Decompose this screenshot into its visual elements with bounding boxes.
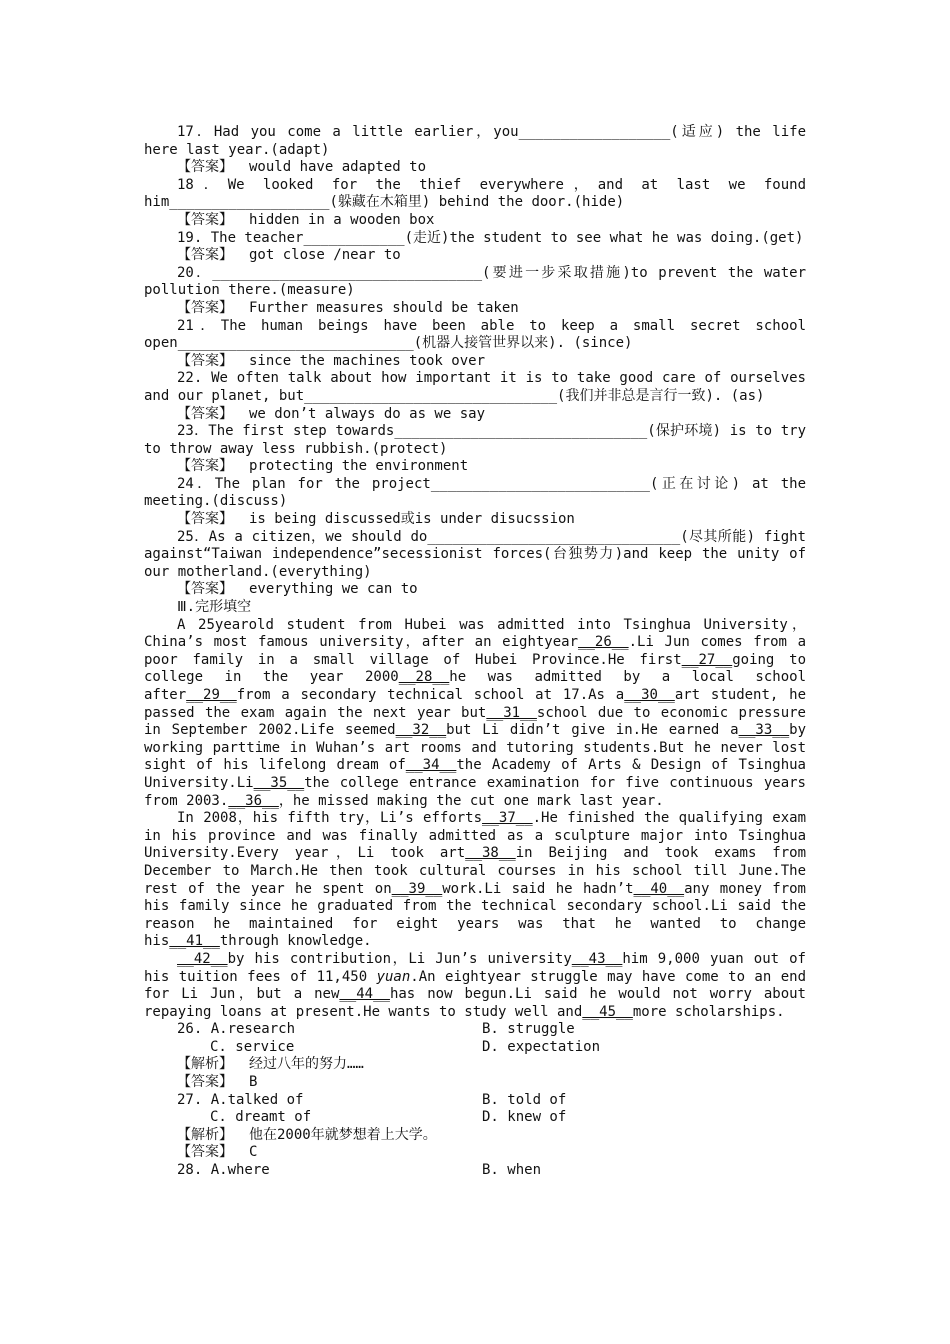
question-item — [144, 124, 806, 159]
choices-section — [144, 1021, 806, 1179]
cloze-blank: __30__ — [624, 687, 675, 703]
question-item — [144, 423, 806, 458]
question-text: 24．The plan for the project — [177, 475, 431, 492]
passage-text: going to college in the year 2000 — [144, 651, 807, 686]
choice-row — [144, 1039, 806, 1057]
passage-text: In 2008，his fifth try，Li’s efforts — [177, 810, 483, 827]
answer-line — [144, 212, 806, 230]
cloze-blank: __38__ — [465, 845, 516, 862]
question-hint: (保护环境) is to try to throw away less rubbish.(protect) — [144, 423, 806, 457]
answer-tag: 【答案】 — [177, 405, 233, 422]
passage-text: the Academy of Arts & Design of Tsinghua University.Li — [144, 757, 806, 791]
passage-paragraph-2 — [144, 810, 806, 951]
passage-text: any money from his family since he graduated from the technical secondary school.Li said the reason he maintained for eight years was that he wanted to change his — [144, 880, 806, 950]
answer-line — [144, 1144, 806, 1162]
answer-blank: __________________________ — [430, 475, 650, 492]
cloze-blank: __32__ — [395, 722, 447, 739]
analysis-text: 经过八年的努力…… — [249, 1056, 364, 1073]
cloze-blank: __39__ — [391, 880, 443, 897]
question-text: 21．The human beings have been able to keep a small secret school open — [144, 317, 806, 352]
cloze-blank: __44__ — [339, 986, 390, 1003]
cloze-blank: __31__ — [486, 704, 537, 721]
choice-row — [144, 1021, 806, 1039]
option-a: 26. A.research — [177, 1021, 296, 1038]
question-item — [144, 318, 806, 353]
passage-paragraph-1 — [144, 617, 806, 811]
passage-text: by working parttime in Wuhan’s art rooms and tutoring students.But he never lost sight of his lifelong dream of — [144, 722, 807, 774]
passage-text: by his contribution，Li Jun’s university — [227, 950, 572, 967]
answer-line — [144, 458, 806, 476]
answer-line — [144, 406, 806, 424]
answer-line — [144, 1074, 806, 1092]
answer-tag: 【答案】 — [177, 511, 233, 528]
answer-line — [144, 511, 806, 529]
passage-text: has now begun.Li said he would not worry about repaying loans at present.He wants to study well and — [144, 986, 806, 1020]
passage-text: art student, he passed the exam again the next year but — [144, 687, 806, 721]
cloze-blank: __37__ — [482, 810, 533, 827]
question-text: 22. We often talk about how important it is to take good care of ourselves and our planet, but — [144, 370, 806, 404]
passage-text: the college entrance examination for five continuous years from 2003. — [144, 774, 806, 809]
passage-text: .He finished the qualifying exam in his province and was finally admitted as a sculpture major into Tsinghua University.Every year，Li took art — [144, 810, 807, 862]
answer-text: hidden in a wooden box — [249, 211, 435, 228]
question-hint: (我们并非总是言行一致). (as) — [557, 387, 765, 404]
choice-row — [144, 1109, 806, 1127]
answer-text: protecting the environment — [249, 458, 469, 475]
italic-word: yuan — [376, 968, 411, 985]
analysis-text: 他在2000年就梦想着上大学。 — [249, 1126, 437, 1143]
option-c: C. dreamt of — [210, 1109, 312, 1126]
answer-blank: ________________________________ — [212, 264, 483, 281]
question-item — [144, 370, 806, 405]
passage-text: ，he missed making the cut one mark last year. — [278, 792, 664, 809]
question-text: 20． — [177, 264, 213, 281]
analysis-line — [144, 1056, 806, 1074]
answer-tag: 【答案】 — [177, 299, 233, 316]
cloze-blank: __36__ — [228, 792, 279, 809]
question-text: 25．As a citizen，we should do — [177, 528, 428, 545]
document-page — [144, 124, 806, 1180]
cloze-blank: __35__ — [253, 774, 305, 791]
answer-tag: 【答案】 — [177, 1074, 233, 1091]
answer-text: B — [249, 1074, 258, 1091]
question-hint: (机器人接管世界以来). (since) — [413, 335, 633, 352]
passage-text: work.Li said he hadn’t — [442, 880, 634, 897]
question-hint: (走近)the student to see what he was doing.(get) — [404, 229, 804, 246]
answer-text: Further measures should be taken — [249, 299, 519, 316]
answer-text: we don’t always do as we say — [249, 405, 486, 422]
answer-text: since the machines took over — [249, 352, 486, 369]
option-a: 27. A.talked of — [177, 1091, 304, 1108]
passage-text: more scholarships. — [632, 1003, 785, 1020]
passage-text: but Li didn’t give in.He earned a — [446, 722, 739, 739]
answer-text: C — [249, 1144, 258, 1161]
passage-text: .An eightyear struggle may have come to an end for Li Jun，but a new — [144, 968, 806, 1003]
choice-row — [144, 1162, 806, 1180]
passage-paragraph-3 — [144, 951, 806, 1021]
cloze-blank: __33__ — [738, 722, 790, 739]
answer-tag: 【答案】 — [177, 581, 233, 598]
answer-blank: ______________________________ — [394, 423, 648, 440]
answer-text: everything we can to — [249, 581, 418, 598]
cloze-blank: __29__ — [186, 687, 237, 703]
question-hint: (正在讨论) at the meeting.(discuss) — [144, 475, 806, 510]
option-d: D. knew of — [482, 1109, 567, 1126]
question-text: 23．The first step towards — [177, 423, 395, 440]
question-item — [144, 265, 806, 300]
answer-tag: 【答案】 — [177, 159, 233, 176]
option-a: 28. A.where — [177, 1162, 270, 1179]
question-hint: (适应) the life here last year.(adapt) — [144, 124, 807, 158]
option-d: D. expectation — [482, 1038, 601, 1055]
option-b: B. struggle — [482, 1021, 575, 1038]
question-text: 19. The teacher — [177, 229, 304, 246]
choice-row — [144, 1092, 806, 1110]
answer-text: would have adapted to — [249, 159, 427, 176]
passage-text: school due to economic pressure in September 2002.Life seemed — [144, 704, 806, 739]
cloze-blank: __34__ — [405, 757, 457, 774]
cloze-blank: __26__ — [578, 634, 629, 651]
analysis-line — [144, 1127, 806, 1145]
answer-line — [144, 581, 806, 599]
passage-text: A 25yearold student from Hubei was admitted into Tsinghua University，China’s most famous university，after an eightyear — [144, 616, 806, 651]
analysis-tag: 【解析】 — [177, 1126, 233, 1143]
cloze-blank: __43__ — [571, 950, 623, 967]
cloze-blank: __27__ — [681, 651, 733, 668]
answer-line — [144, 300, 806, 318]
answer-blank: ____________ — [303, 229, 405, 246]
answer-tag: 【答案】 — [177, 247, 233, 264]
answer-line — [144, 247, 806, 265]
passage-text: through knowledge. — [219, 933, 372, 950]
cloze-blank: __28__ — [398, 669, 450, 686]
answer-tag: 【答案】 — [177, 1144, 233, 1161]
passage-text: .Li Jun comes from a poor family in a small village of Hubei Province.He first — [144, 634, 807, 668]
answer-text: is being discussed或is under disucssion — [249, 511, 575, 528]
option-c: C. service — [210, 1038, 295, 1055]
cloze-blank: __41__ — [169, 933, 220, 950]
answer-line — [144, 159, 806, 177]
cloze-blank: __40__ — [633, 880, 685, 897]
passage-text: from a secondary technical school at 17.As a — [236, 687, 625, 703]
question-hint: (尽其所能) fight against“Taiwan independence”secessionist forces(台独势力)and keep the unity of our motherland.(everything) — [144, 528, 806, 580]
question-item — [144, 476, 806, 511]
fill-in-blanks-section — [144, 124, 806, 599]
section-title: Ⅲ.完形填空 — [177, 599, 252, 616]
cloze-blank: __42__ — [177, 950, 228, 967]
option-b: B. when — [482, 1162, 542, 1179]
answer-tag: 【答案】 — [177, 211, 233, 228]
answer-blank: ____________________________ — [177, 335, 414, 352]
answer-text: got close /near to — [249, 247, 401, 264]
question-item — [144, 177, 806, 212]
answer-tag: 【答案】 — [177, 458, 233, 475]
passage-text: him 9,000 yuan out of his tuition fees of 11,450 — [144, 950, 806, 985]
answer-line — [144, 353, 806, 371]
answer-tag: 【答案】 — [177, 352, 233, 369]
question-text: 18．We looked for the thief everywhere，and at last we found him — [144, 176, 806, 211]
question-item — [144, 230, 806, 248]
answer-blank: ___________________ — [169, 194, 330, 211]
answer-blank: __________________ — [518, 124, 671, 140]
analysis-tag: 【解析】 — [177, 1056, 233, 1073]
question-hint: (躲藏在木箱里) behind the door.(hide) — [329, 194, 625, 211]
passage-text: in Beijing and took exams from December to March.He then took cultural courses in his school till June.The rest of the year he spent on — [144, 845, 806, 897]
answer-blank: ______________________________ — [304, 387, 558, 404]
answer-blank: ______________________________ — [427, 528, 681, 545]
question-text: 17．Had you come a little earlier，you — [177, 124, 519, 140]
passage-text: he was admitted by a local school after — [144, 669, 806, 703]
question-hint: (要进一步采取措施)to prevent the water pollution there.(measure) — [144, 264, 807, 299]
question-item — [144, 529, 806, 582]
cloze-blank: __45__ — [582, 1003, 633, 1020]
option-b: B. told of — [482, 1091, 567, 1108]
